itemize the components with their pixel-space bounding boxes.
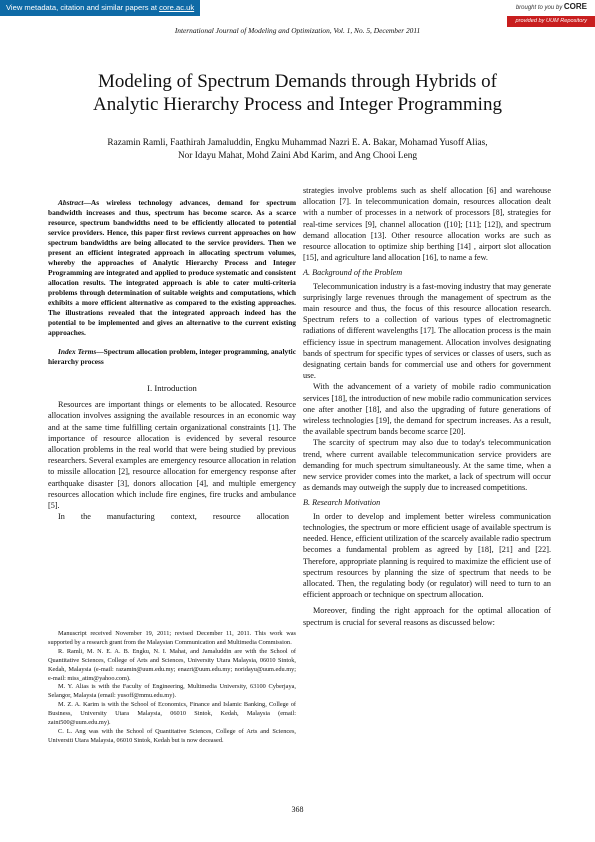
footnotes: [48, 630, 296, 746]
subsection-heading-motivation: B. Research Motivation: [303, 498, 381, 508]
background-paragraph-2: With the advancement of a variety of mobile radio communication services [18], the introduction of new mobile radio communication services one after another [18], and also the upgrading of future generations of wireless technologies [19], the demand for spectrum increases. As a result, the available spectrum bands become scarce [20].: [303, 382, 551, 437]
index-terms-label: Index Terms: [58, 347, 97, 356]
title-line-2: Analytic Hierarchy Process and Integer Programming: [93, 94, 502, 115]
title-line-1: Modeling of Spectrum Demands through Hybrids of: [98, 71, 497, 92]
core-banner: [0, 0, 595, 16]
core-link-site[interactable]: core.ac.uk: [159, 3, 195, 12]
motivation-paragraph-1: In order to develop and implement better wireless communication technologies, the spectrum or more efficient usage of available spectrum is needed. Hence, efficient utilization of the scarcely available radio spectrum becomes a fundamental problem as agreed by [18], [21] and [22]. Therefore, appropriate planning is required to maximize the efficient use of spectrum resources by planning the size of spectrum that needs to be allocated. Then, the regulating body (or regulator) will need to turn to an efficient approach or technique on spectrum allocation.: [303, 511, 551, 600]
authors: [40, 137, 555, 163]
footnote-received: Manuscript received November 19, 2011; revised December 11, 2011. This work was supported by a research grant from the Malaysian Communication and Multimedia Commission.: [48, 630, 296, 646]
abstract-text: —As wireless technology advances, demand for spectrum bandwidth increases and thus, spectrum has become scarce. As a scarce resource, spectrum bandwidths need to be efficiently allocated to potential service providers. Hence, this paper first reviews current approaches on how spectrum bandwidths are being allocated to the service providers. Then we present an efficient integrated approach in allocating spectrum volumes, whereby the approaches of Analytic Hierarchy Process and Integer Programming are integrated and applied to produce systematic and consistent allocation results. The integrated approach is able to cater multi-criteria problems through determination of suitable weights and computations, which exhibits a more efficient alternative as compared to the existing approaches. The illustrations revealed that the integrated approach indeed has the potential to be implemented and gives an alternative to the current existing approaches.: [48, 198, 296, 337]
authors-line-2: Nor Idayu Mahat, Mohd Zaini Abd Karim, and Ang Chooi Leng: [177, 151, 418, 161]
authors-line-1: Razamin Ramli, Faathirah Jamaluddin, Engku Muhammad Nazri E. A. Bakar, Mohamad Yusoff Alias,: [107, 138, 488, 148]
motivation-paragraph-2: Moreover, finding the right approach for the optimal allocation of spectrum is crucial for several reasons as discussed below:: [303, 606, 551, 627]
journal-header: International Journal of Modeling and Optimization, Vol. 1, No. 5, December 2011: [174, 26, 421, 35]
footnote-affiliation-2: M. Y. Alias is with the Faculty of Engineering, Multimedia University, 63100 Cyberjaya, Selangor, Malaysia (email: yusoff@mmu.edu.my).: [48, 683, 296, 700]
footnote-affiliation-3: M. Z. A. Karim is with the School of Economics, Finance and Islamic Banking, College of Business, University Utara Malaysia, 06010 Sintok, Kedah, Malaysia (email: zaini500@uum.edu.my).: [48, 701, 296, 727]
paper-title: [40, 70, 555, 116]
background-paragraph-3: The scarcity of spectrum may also due to today's telecommunication trend, where current available telecommunication service providers are demanding for much spectrum simultaneously. At the same time, when a new service provider comes into the market, a lack of spectrum will occur as demands may outweigh the supply due to increased competitions.: [303, 438, 551, 493]
core-link-prefix: View metadata, citation and similar papers at: [6, 3, 157, 12]
brought-by-text: brought to you by: [515, 5, 563, 11]
index-terms-text: —Spectrum allocation problem, integer programming, analytic hierarchy process: [48, 347, 297, 366]
core-brought-by: [516, 2, 587, 11]
background-paragraph-1: Telecommunication industry is a fast-moving industry that may generate surprisingly large revenues through the management of spectrum as the main resource and thus, the focus of this resource allocation research. Spectrum refers to a collection of various types of electromagnetic radiations of different wavelengths [17]. The allocation process is the main efficiency issue in spectrum management. Allocation involves designating bands of spectrum for specific types of services or classes of users, such as designating certain bands for commercial use and others for government use.: [303, 281, 551, 381]
abstract: [48, 198, 296, 338]
core-logo[interactable]: CORE: [563, 2, 587, 11]
resource-allocation-paragraph: strategies involve problems such as shelf allocation [6] and warehouse allocation [7]. In telecommunication domain, resources allocation dealt with a number of processes in a network of processors [8], strategies for real-time services [9], channel allocation ([10]; [11]; [12]), and spectrum demand allocation [13]. Other resource allocation works are such as resource allocation to optimize ship berthing [14] , airport slot allocation [15], and agriculture land allocation [16], to name a few.: [303, 186, 551, 263]
page-number: 368: [291, 805, 304, 814]
footnote-affiliation-4: C. L. Ang was with the School of Quantitative Sciences, College of Arts and Sciences, Universiti Utara Malaysia, 06010 Sintok, Kedah but is now deceased.: [48, 727, 296, 744]
provided-by-badge[interactable]: provided by UUM Repository: [507, 16, 595, 27]
intro-paragraph-1: Resources are important things or elements to be allocated. Resource allocation involves assigning the available resources in an economic way and at the same time fulfilling certain organizational constraints [1]. The importance of resource allocation is evidenced by several resource allocation problems in the real world that were being studied by previous researchers. Several examples are emergency resource allocation in relation to missile allocation [2], resource allocation for emergency response after earthquake disaster [3], donors allocation [4], and multiple emergency resources allocation which include fire engines, fire trucks and ambulance [5].: [48, 400, 296, 511]
section-heading-introduction: I. Introduction: [147, 383, 197, 393]
abstract-label: Abstract: [58, 198, 84, 207]
footnote-affiliation-1: R. Ramli, M. N. E. A. B. Engku, N. I. Mahat, and Jamaluddin are with the School of Quantitative Sciences, College of Arts and Sciences, University Utara Malaysia, 06010 Sintok, Kedah, Malaysia (e-mail: razamin@uum.edu.my; enazri@uum.edu.my; noridayu@uum.edu.my; e-mail: miss_atim@yahoo.com).: [48, 647, 296, 682]
right-column: [303, 185, 551, 628]
left-column: [48, 198, 296, 522]
subsection-heading-background: A. Background of the Problem: [303, 268, 403, 278]
core-metadata-link[interactable]: [0, 0, 200, 16]
intro-paragraph-2: In the manufacturing context, resource allocation: [58, 512, 289, 522]
index-terms: [48, 347, 296, 367]
